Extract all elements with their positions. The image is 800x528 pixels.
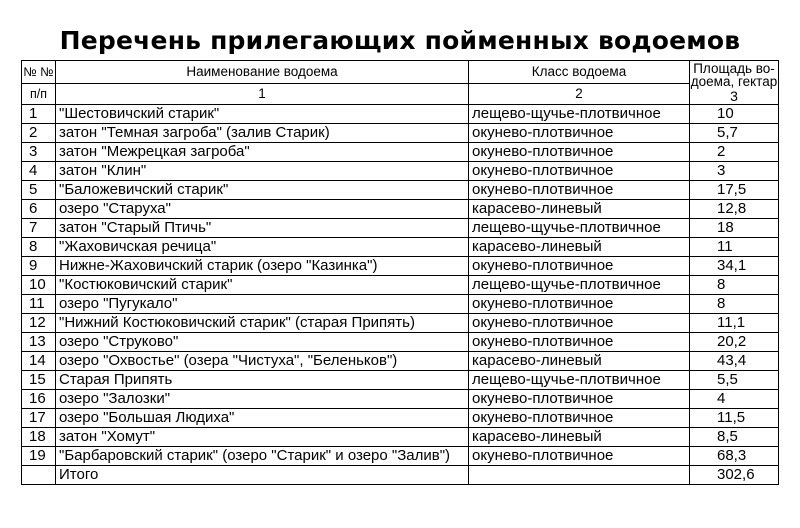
row-number: 4: [22, 162, 56, 181]
row-class: лещево-щучье-плотвичное: [469, 276, 690, 295]
row-number: 13: [22, 333, 56, 352]
row-area: 34,1: [690, 257, 779, 276]
row-number: 6: [22, 200, 56, 219]
row-number: 17: [22, 409, 56, 428]
row-area: 20,2: [690, 333, 779, 352]
header-area-line1: Площадь во-: [693, 60, 775, 76]
row-class: лещево-щучье-плотвичное: [469, 371, 690, 390]
row-area: 43,4: [690, 352, 779, 371]
row-area: 4: [690, 390, 779, 409]
row-class: карасево-линевый: [469, 428, 690, 447]
row-number: 18: [22, 428, 56, 447]
total-label: Итого: [56, 466, 469, 485]
table-row: [22, 409, 779, 428]
row-area: 17,5: [690, 181, 779, 200]
total-empty-num: [22, 466, 56, 485]
row-class: окунево-плотвичное: [469, 124, 690, 143]
row-name: "Баложевичский старик": [56, 181, 469, 200]
row-area: 11,5: [690, 409, 779, 428]
header-area-index: 3: [730, 87, 738, 104]
row-area: 18: [690, 219, 779, 238]
row-class: окунево-плотвичное: [469, 333, 690, 352]
row-class: окунево-плотвичное: [469, 257, 690, 276]
table-row: [22, 390, 779, 409]
row-number: 5: [22, 181, 56, 200]
total-row: [22, 466, 779, 485]
row-number: 2: [22, 124, 56, 143]
row-area: 68,3: [690, 447, 779, 466]
col-index-name: 1: [56, 84, 469, 105]
row-class: окунево-плотвичное: [469, 143, 690, 162]
table-row: [22, 124, 779, 143]
row-class: лещево-щучье-плотвичное: [469, 105, 690, 124]
row-name: "Нижний Костюковичский старик" (старая Припять): [56, 314, 469, 333]
header-class: Класс водоема: [469, 61, 690, 84]
total-area: 302,6: [690, 466, 779, 485]
table-row: [22, 333, 779, 352]
row-class: карасево-линевый: [469, 352, 690, 371]
row-area: 12,8: [690, 200, 779, 219]
row-name: затон "Хомут": [56, 428, 469, 447]
header-row-top: [22, 61, 779, 84]
row-area: 8: [690, 276, 779, 295]
row-name: Нижне-Жаховичский старик (озеро "Казинка"): [56, 257, 469, 276]
row-class: лещево-щучье-плотвичное: [469, 219, 690, 238]
page-title: Перечень прилегающих пойменных водоемов: [59, 26, 741, 55]
col-index-class: 2: [469, 84, 690, 105]
row-name: "Шестовичский старик": [56, 105, 469, 124]
row-class: окунево-плотвичное: [469, 409, 690, 428]
header-area: [690, 61, 779, 105]
table-row: [22, 162, 779, 181]
header-name: Наименование водоема: [56, 61, 469, 84]
total-empty-class: [469, 466, 690, 485]
table-row: [22, 238, 779, 257]
row-area: 2: [690, 143, 779, 162]
row-name: затон "Старый Птичь": [56, 219, 469, 238]
row-name: озеро "Большая Людиха": [56, 409, 469, 428]
row-number: 19: [22, 447, 56, 466]
header-area-line2: доема, гектар: [690, 73, 778, 89]
row-number: 11: [22, 295, 56, 314]
row-class: окунево-плотвичное: [469, 162, 690, 181]
table-row: [22, 428, 779, 447]
row-name: затон "Темная загроба" (залив Старик): [56, 124, 469, 143]
row-name: озеро "Залозки": [56, 390, 469, 409]
row-number: 1: [22, 105, 56, 124]
row-name: затон "Клин": [56, 162, 469, 181]
row-class: окунево-плотвичное: [469, 390, 690, 409]
row-area: 8: [690, 295, 779, 314]
row-number: 9: [22, 257, 56, 276]
table-row: [22, 105, 779, 124]
row-name: "Жаховичская речица": [56, 238, 469, 257]
table-row: [22, 352, 779, 371]
row-area: 3: [690, 162, 779, 181]
row-name: "Костюковичский старик": [56, 276, 469, 295]
table-row: [22, 257, 779, 276]
row-class: карасево-линевый: [469, 238, 690, 257]
row-area: 5,5: [690, 371, 779, 390]
row-class: окунево-плотвичное: [469, 314, 690, 333]
row-name: "Барбаровский старик" (озеро "Старик" и озеро "Залив"): [56, 447, 469, 466]
row-name: Старая Припять: [56, 371, 469, 390]
header-num-line1: № №: [22, 61, 56, 84]
water-bodies-table: [21, 60, 779, 485]
row-area: 11,1: [690, 314, 779, 333]
row-number: 12: [22, 314, 56, 333]
row-name: затон "Межрецкая загроба": [56, 143, 469, 162]
row-name: озеро "Пугукало": [56, 295, 469, 314]
row-number: 10: [22, 276, 56, 295]
table-row: [22, 447, 779, 466]
row-name: озеро "Старуха": [56, 200, 469, 219]
row-class: окунево-плотвичное: [469, 447, 690, 466]
row-number: 15: [22, 371, 56, 390]
table-row: [22, 143, 779, 162]
table-row: [22, 371, 779, 390]
table-row: [22, 295, 779, 314]
row-number: 14: [22, 352, 56, 371]
row-number: 16: [22, 390, 56, 409]
table-row: [22, 200, 779, 219]
row-number: 8: [22, 238, 56, 257]
table-row: [22, 181, 779, 200]
row-class: окунево-плотвичное: [469, 295, 690, 314]
header-row-index: [22, 84, 779, 105]
row-number: 7: [22, 219, 56, 238]
row-class: карасево-линевый: [469, 200, 690, 219]
row-area: 10: [690, 105, 779, 124]
table-row: [22, 276, 779, 295]
row-area: 5,7: [690, 124, 779, 143]
table-row: [22, 219, 779, 238]
row-class: окунево-плотвичное: [469, 181, 690, 200]
row-area: 11: [690, 238, 779, 257]
row-number: 3: [22, 143, 56, 162]
row-name: озеро "Охвостье" (озера "Чистуха", "Беленьков"): [56, 352, 469, 371]
table-row: [22, 314, 779, 333]
header-num-line2: п/п: [22, 84, 56, 105]
row-area: 8,5: [690, 428, 779, 447]
row-name: озеро "Струково": [56, 333, 469, 352]
